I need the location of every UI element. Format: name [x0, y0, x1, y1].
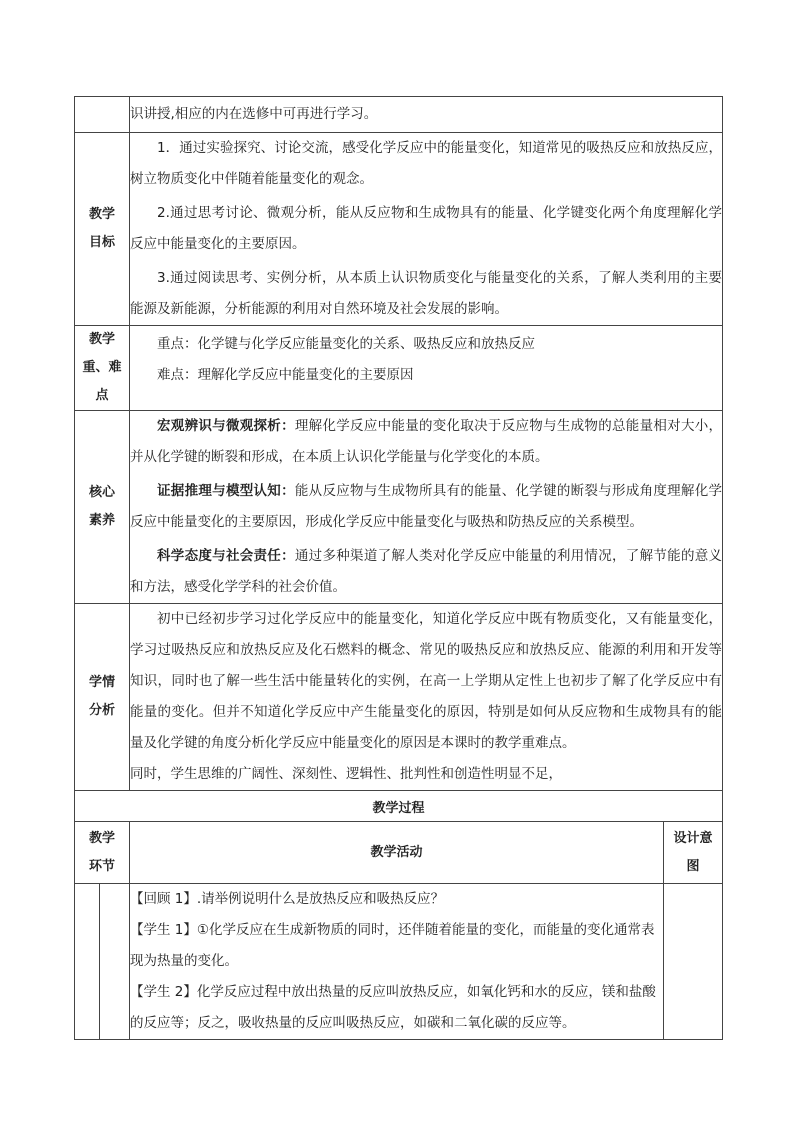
- objective-item: 3.通过阅读思考、实例分析，从本质上认识物质变化与能量变化的关系，了解人类利用的主要能源及新能源，分析能源的利用对自然环境及社会发展的影响。: [130, 270, 723, 317]
- student-answer-1: 【学生 1】①化学反应在生成新物质的同时，还伴随着能量的变化，而能量的变化通常表现为热量的变化。: [130, 922, 655, 969]
- process-activity-cell: [130, 884, 664, 1040]
- continuation-text-cell: [130, 97, 723, 133]
- objectives-content: [130, 133, 723, 326]
- objective-item: 2.通过思考讨论、微观分析，能从反应物和生成物具有的能量、化学键变化两个角度理解化学反应中能量变化的主要原因。: [130, 205, 723, 252]
- core-literacy-item: 证据推理与模型认知：能从反应物与生成物所具有的能量、化学键的断裂与形成角度理解化学反应中能量变化的主要原因，形成化学反应中能量变化与吸热和防热反应的关系模型。: [130, 483, 723, 530]
- objectives-row: [75, 133, 723, 326]
- process-content-row: [75, 884, 723, 1040]
- objective-item: 1．通过实验探究、讨论交流，感受化学反应中的能量变化，知道常见的吸热反应和放热反应，树立物质变化中伴随着能量变化的观念。: [130, 140, 723, 187]
- core-literacy-content: [130, 411, 723, 604]
- key-points-label: 教学 重、难 点: [75, 326, 130, 411]
- core-literacy-item: 宏观辨识与微观探析：理解化学反应中能量的变化取决于反应物与生成物的总能量相对大小，并从化学键的断裂和形成，在本质上认识化学能量与化学变化的本质。: [130, 418, 723, 465]
- analysis-row: [75, 604, 723, 791]
- process-title-row: [75, 791, 723, 822]
- core-literacy-item: 科学态度与社会责任：通过多种渠道了解人类对化学反应中能量的利用情况，了解节能的意义和方法，感受化学学科的社会价值。: [130, 548, 723, 595]
- lesson-plan-table: [74, 96, 723, 1040]
- stage-inner-divider: [75, 884, 100, 1039]
- continuation-row: [75, 97, 723, 133]
- process-header-row: [75, 822, 723, 884]
- analysis-content: [130, 604, 723, 791]
- continuation-label-cell: [75, 97, 130, 133]
- header-stage: 教学 环节: [75, 822, 130, 884]
- core-literacy-label: 核心 素养: [75, 411, 130, 604]
- header-activity: 教学活动: [130, 822, 664, 884]
- key-points-content: [130, 326, 723, 411]
- process-intent-cell: [664, 884, 723, 1040]
- header-intent: 设计意 图: [664, 822, 723, 884]
- continuation-text: 识讲授,相应的内在选修中可再进行学习。: [130, 106, 378, 122]
- process-stage-cell: [75, 884, 130, 1040]
- core-literacy-row: [75, 411, 723, 604]
- analysis-text: 初中已经初步学习过化学反应中的能量变化，知道化学反应中既有物质变化，又有能量变化，学习过吸热反应和放热反应及化石燃料的概念、常见的吸热反应和放热反应、能源的利用和开发等知识，同时也了解一些生活中能量转化的实例，在高一上学期从定性上也初步了解了化学反应中有能量的变化。但并不知道化学反应中产生能量变化的原因，特别是如何从反应物和生成物具有的能量及化学键的角度分析化学反应中能量变化的原因是本课时的教学重难点。: [130, 611, 723, 751]
- process-title: 教学过程: [75, 791, 723, 822]
- key-point-difficulty: 难点：理解化学反应中能量变化的主要原因: [157, 367, 414, 383]
- analysis-label: 学情 分析: [75, 604, 130, 791]
- key-points-row: [75, 326, 723, 411]
- analysis-text-continued: 同时，学生思维的广阔性、深刻性、逻辑性、批判性和创造性明显不足，: [130, 766, 562, 782]
- objectives-label: 教学 目标: [75, 133, 130, 326]
- student-answer-2: 【学生 2】化学反应过程中放出热量的反应叫放热反应，如氧化钙和水的反应，镁和盐酸的反应等；反之，吸收热量的反应叫吸热反应，如碳和二氧化碳的反应等。: [130, 984, 656, 1031]
- key-point-focus: 重点：化学键与化学反应能量变化的关系、吸热反应和放热反应: [157, 336, 535, 352]
- review-question: 【回顾 1】.请举例说明什么是放热反应和吸热反应？: [130, 891, 445, 907]
